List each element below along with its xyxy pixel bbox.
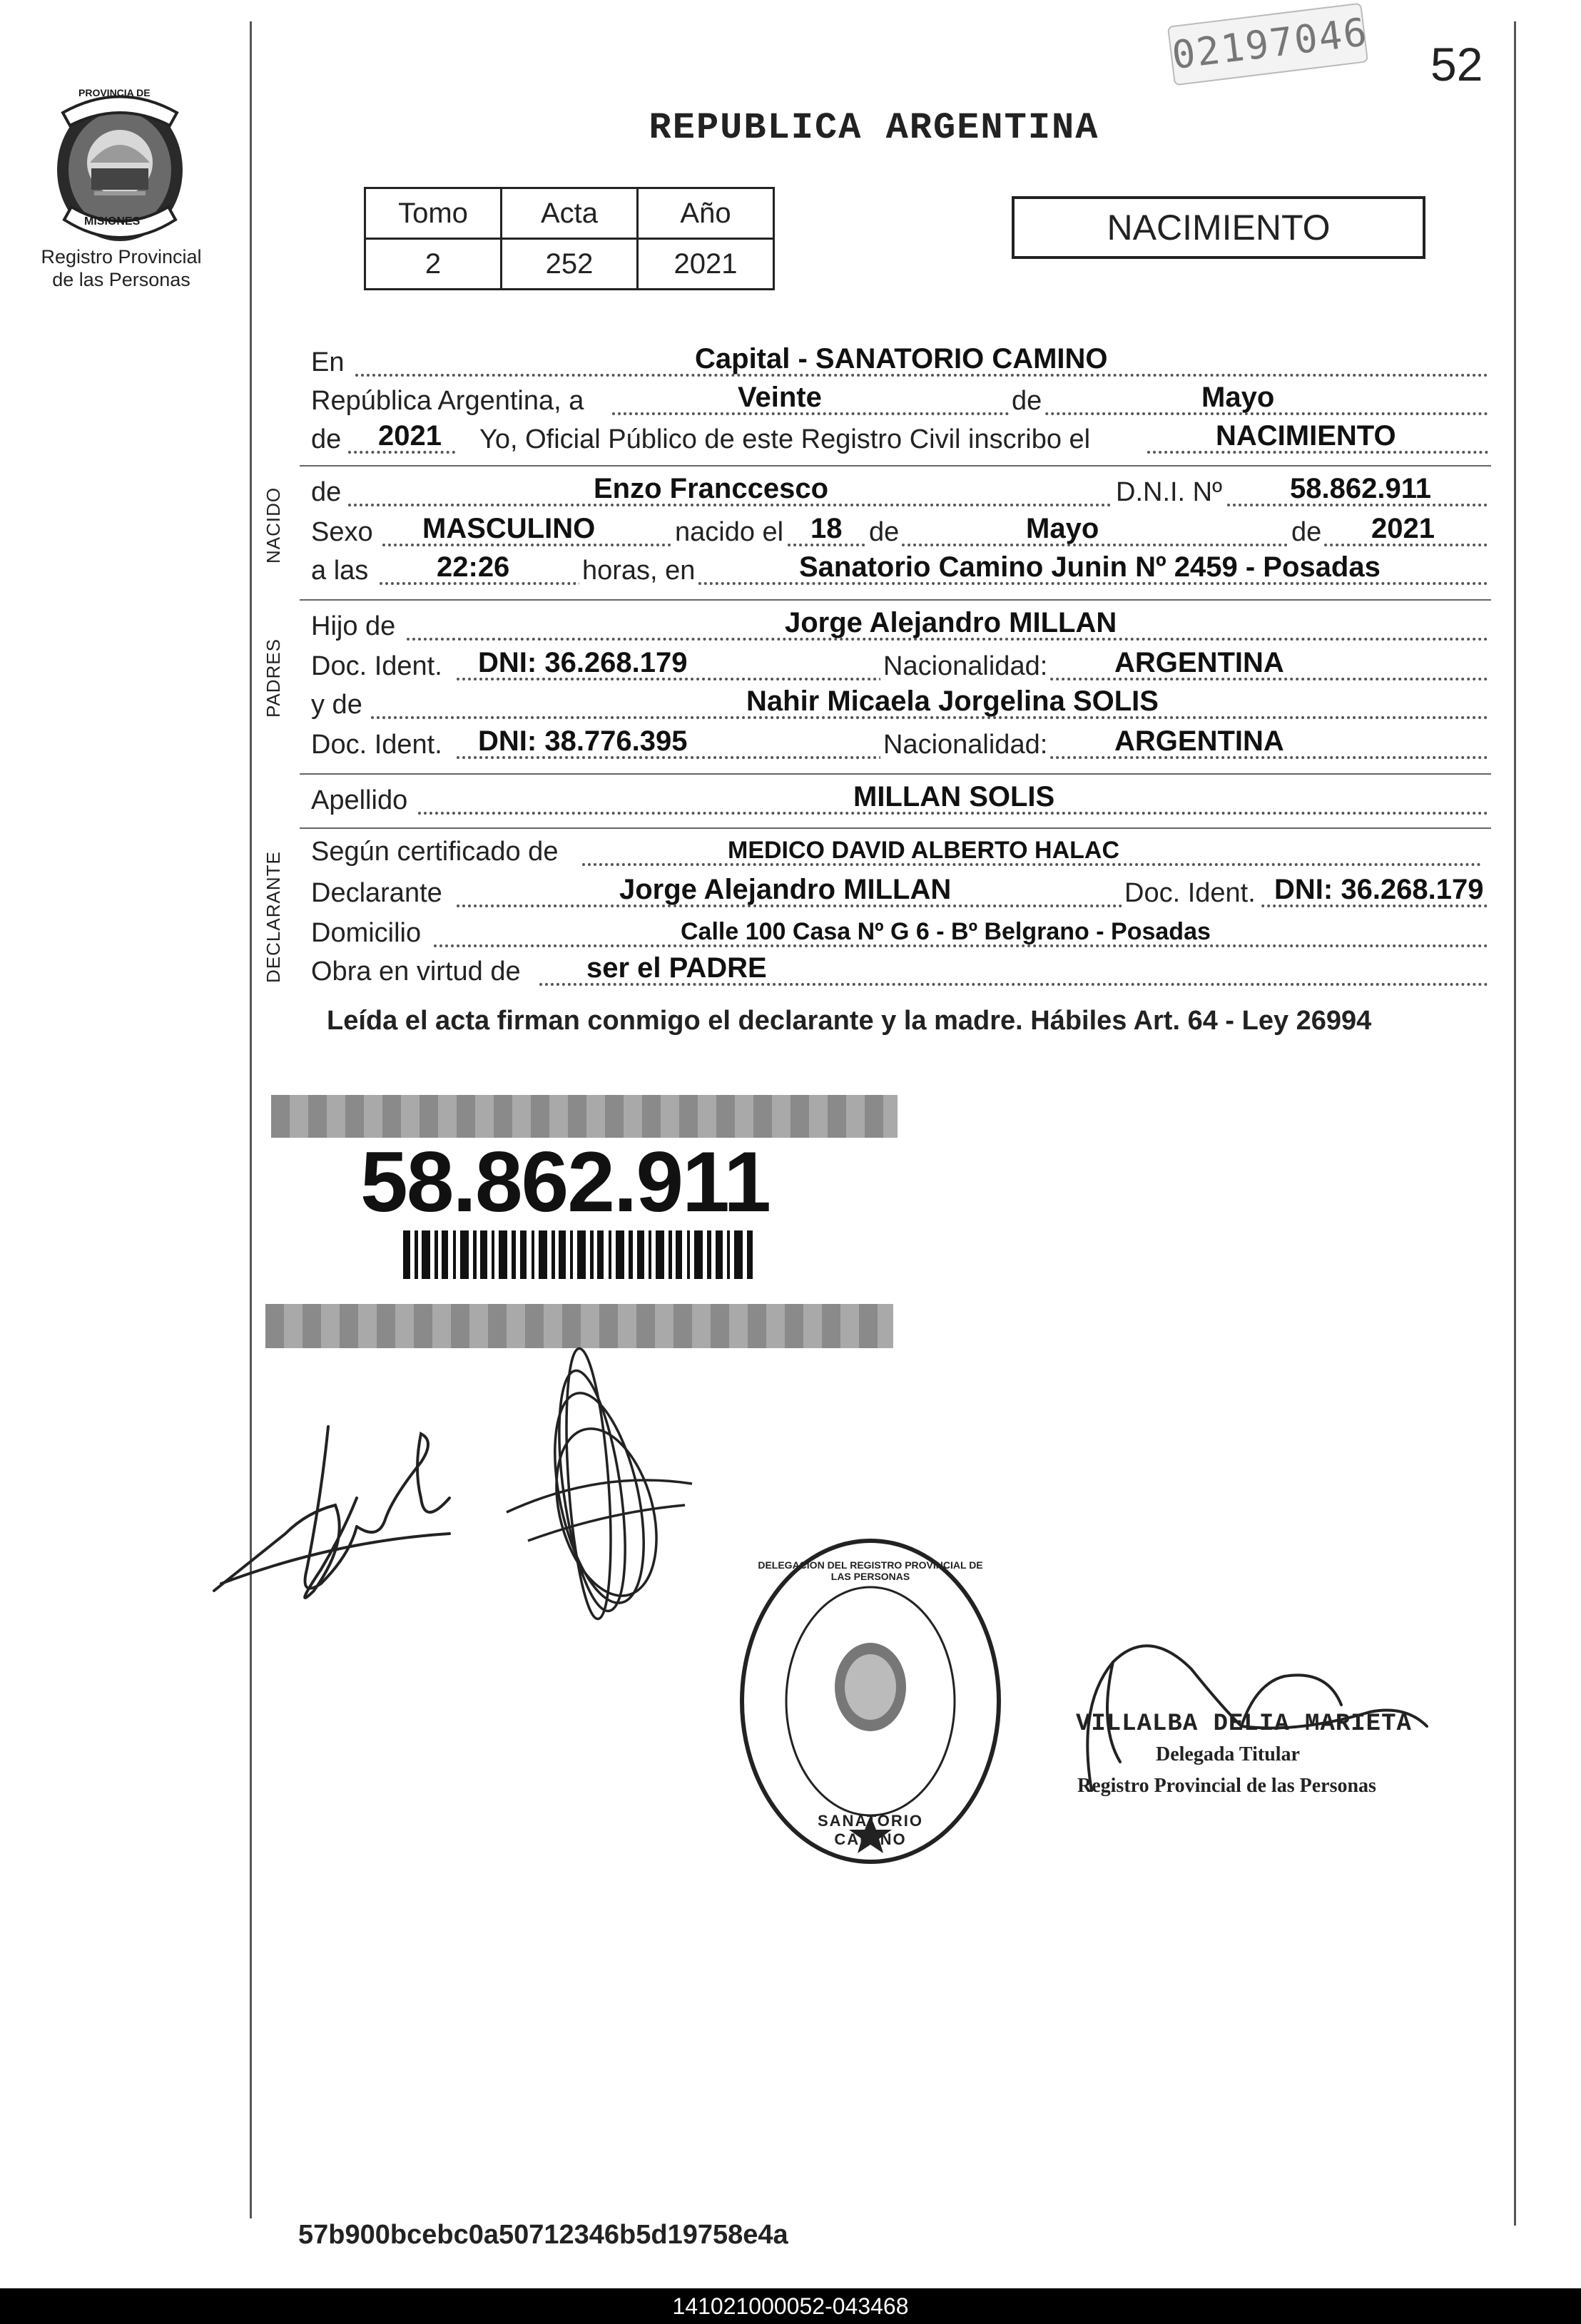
section-separator [300,827,1491,829]
right-margin-line [1514,21,1516,2226]
value-obra: ser el PADRE [586,952,767,984]
official-name: VILLALBA DELIA MARIETA [1076,1711,1412,1738]
value-sexo: MASCULINO [422,513,596,544]
label-apellido: Apellido [311,785,408,815]
label-sexo: Sexo [311,517,373,547]
logo-caption [21,245,221,291]
value-doc3: DNI: 36.268.179 [1274,874,1484,905]
sticker-top-band [271,1095,898,1138]
dni-sticker-number: 58.862.911 [360,1134,770,1230]
official-office: Registro Provincial de las Personas [1077,1775,1376,1797]
value-inscribo: NACIMIENTO [1216,420,1396,452]
label-de-anio: de [311,424,342,454]
value-mes: Mayo [1201,382,1275,413]
seal-inner-text: SANATORIO CAMINO [818,1812,923,1848]
logo-seal-text-bottom: MISIONES [84,215,141,228]
row-apellido [311,782,1488,817]
page-number: 52 [1430,38,1483,91]
label-yde: y de [311,690,362,720]
row-fecha [311,382,1488,418]
label-horas: horas, en [579,556,698,586]
section-separator [300,465,1491,467]
label-doc1: Doc. Ident. [311,651,442,681]
value-padre: Jorge Alejandro MILLAN [785,607,1117,638]
row-obra [311,953,1488,989]
barcode-icon [403,1230,753,1279]
official-role: Delegada Titular [1156,1743,1300,1765]
value-certificado: MEDICO DAVID ALBERTO HALAC [728,837,1120,864]
side-label-padres: PADRES [263,638,284,718]
label-inscribo: Yo, Oficial Público de este Registro Civil inscribo el [479,424,1091,454]
seal-outer-text: DELEGACION DEL REGISTRO PROVINCIAL DE LAS PERSONAS [758,1559,983,1582]
value-anio: 2021 [378,420,442,452]
label-doc2: Doc. Ident. [311,730,442,760]
value-domicilio: Calle 100 Casa Nº G 6 - Bº Belgrano - Posadas [681,918,1211,945]
logo-caption-line1: Registro Provincial [41,246,202,267]
value-nacido-mes: Mayo [1026,513,1099,544]
value-lugar-nacimiento: Sanatorio Camino Junin Nº 2459 - Posadas [799,551,1381,583]
value-nac2: ARGENTINA [1114,725,1284,757]
logo-seal-text-top: PROVINCIA DE [78,87,151,98]
value-nombre: Enzo Franccesco [594,473,829,504]
value-en: Capital - SANATORIO CAMINO [695,343,1108,374]
label-de-mes: de [1009,386,1044,417]
closing-statement: Leída el acta firman conmigo el declarante y la madre. Hábiles Art. 64 - Ley 26994 [327,1006,1372,1036]
section-separator [300,599,1491,601]
record-header-tomo: Tomo [365,188,502,239]
row-sexo [311,514,1488,549]
row-hora [311,552,1488,588]
label-nacido: nacido el [672,517,786,548]
record-value-acta: 252 [502,239,638,290]
row-declarante [311,875,1488,910]
label-declarante: Declarante [311,878,442,908]
label-obra: Obra en virtud de [311,957,521,987]
label-certificado: Según certificado de [311,837,559,867]
row-domicilio [311,914,1488,950]
label-nac2: Nacionalidad: [880,730,1050,760]
logo-caption-line2: de las Personas [52,269,190,290]
footer-code: 141021000052-043468 [0,2288,1581,2324]
section-separator [300,773,1491,775]
record-value-anio: 2021 [638,239,774,290]
signature-1-icon [207,1355,457,1626]
value-doc2: DNI: 38.776.395 [478,725,688,757]
value-nacido-dia: 18 [810,513,843,544]
serial-stamp: 02197046 [1167,3,1368,86]
value-nac1: ARGENTINA [1114,647,1284,678]
record-header-anio: Año [638,188,774,239]
row-madre [311,686,1488,722]
document-hash: 57b900bcebc0a50712346b5d19758e4a [298,2220,788,2250]
value-hora: 22:26 [437,551,510,583]
label-doc3: Doc. Ident. [1122,878,1259,909]
value-dni: 58.862.911 [1290,473,1431,504]
label-domicilio: Domicilio [311,918,422,948]
label-nacido-de2: de [1288,517,1324,548]
label-nacido-de: de [866,517,902,548]
row-doc-madre [311,726,1488,762]
value-doc1: DNI: 36.268.179 [478,647,688,678]
record-value-tomo: 2 [365,239,502,290]
row-inscripcion [311,421,1488,457]
signature-2-icon [499,1327,699,1634]
left-margin-line [250,21,252,2218]
side-label-declarante: DECLARANTE [263,851,284,983]
record-type-box: NACIMIENTO [1012,196,1425,259]
row-doc-padre [311,648,1488,683]
label-en: En [311,347,345,377]
row-nombre [311,474,1488,509]
label-republica: República Argentina, a [311,386,584,416]
label-dni: D.N.I. Nº [1113,477,1225,508]
side-label-nacido: NACIDO [263,486,284,564]
label-alas: a las [311,556,369,586]
value-declarante: Jorge Alejandro MILLAN [619,874,952,905]
document-title: REPUBLICA ARGENTINA [649,107,1099,149]
label-hijo: Hijo de [311,611,396,641]
value-madre: Nahir Micaela Jorgelina SOLIS [746,686,1159,717]
record-table [364,187,775,290]
value-dia: Veinte [738,382,822,413]
row-padre [311,608,1488,643]
label-de-nombre: de [311,477,342,507]
value-apellido: MILLAN SOLIS [853,781,1055,812]
label-nac1: Nacionalidad: [880,651,1050,682]
value-nacido-anio: 2021 [1371,513,1435,544]
row-certificado [311,833,1488,869]
row-lugar [311,344,1488,379]
record-header-acta: Acta [502,188,638,239]
